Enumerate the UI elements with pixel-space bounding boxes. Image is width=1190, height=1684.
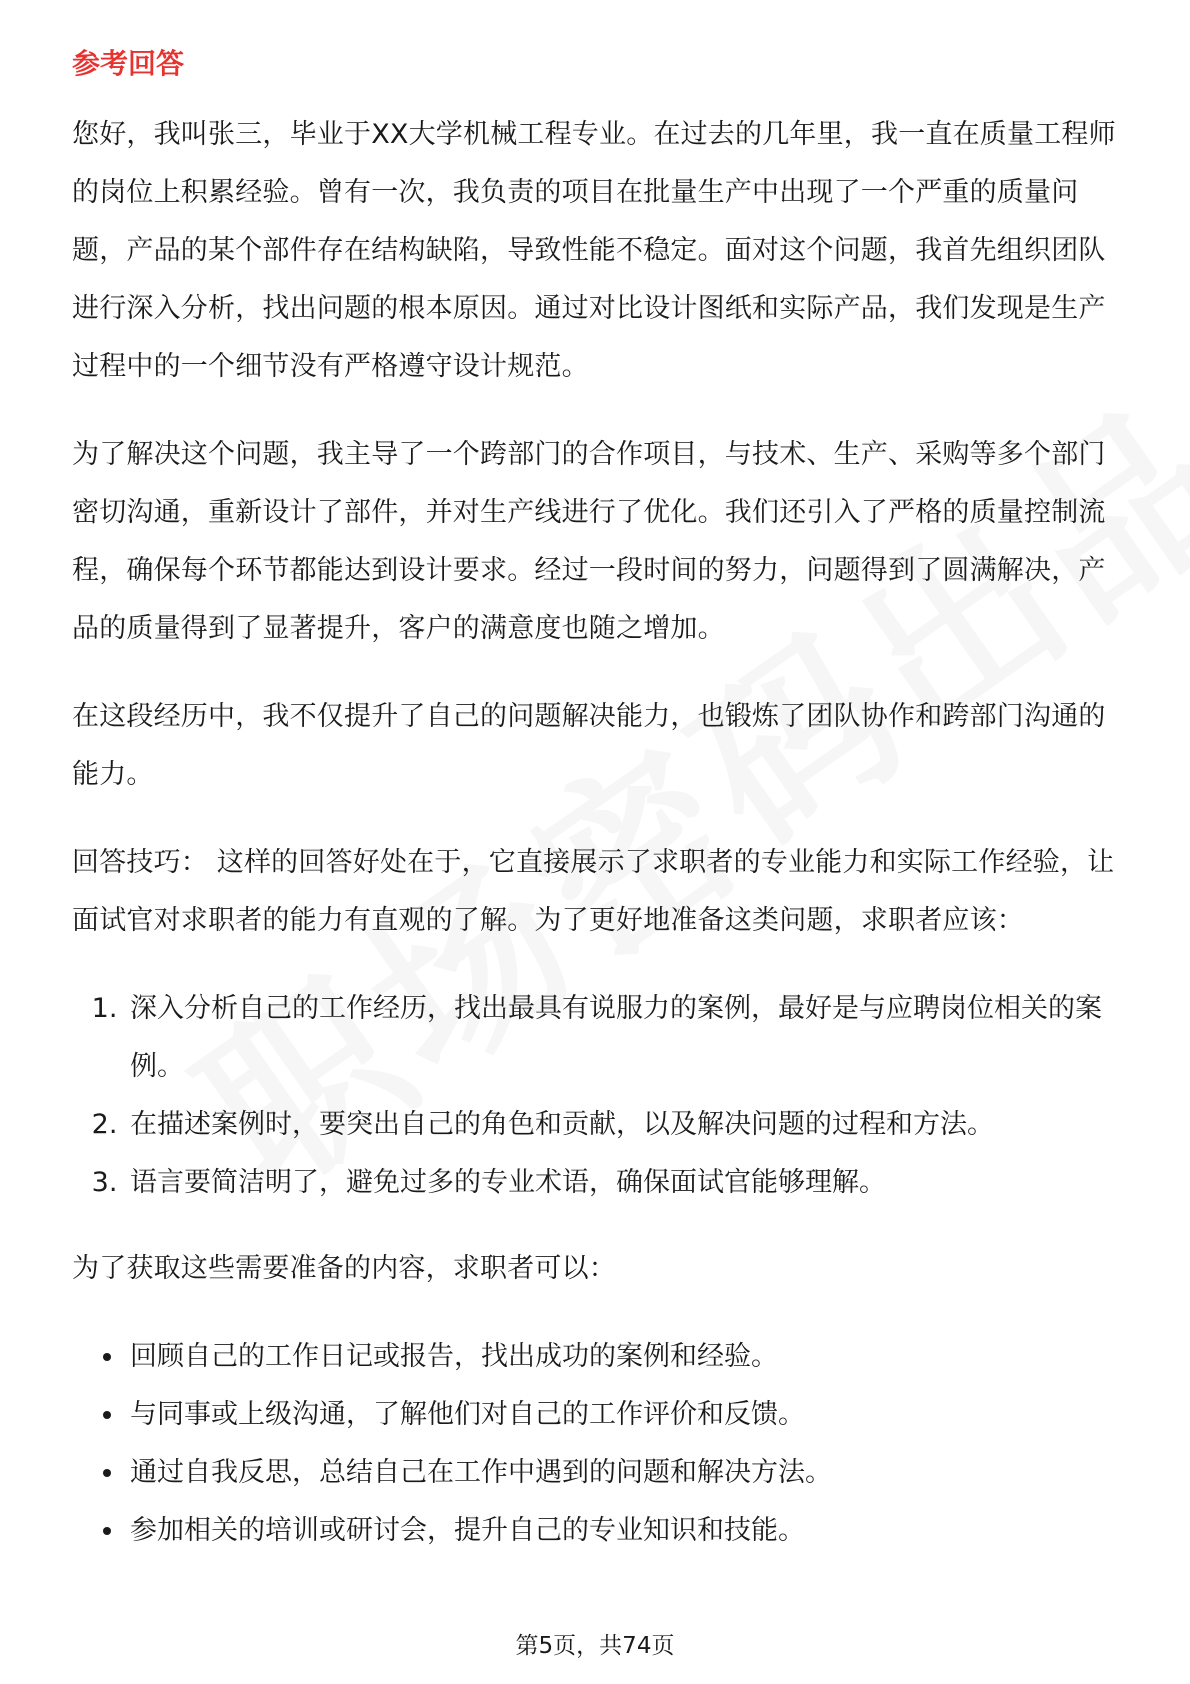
answer-paragraph-2: 为了解决这个问题，我主导了一个跨部门的合作项目，与技术、生产、采购等多个部门密切沟通，重新设计了部件，并对生产线进行了优化。我们还引入了严格的质量控制流程，确保每个环节都能达到设计要求。经过一段时间的努力，问题得到了圆满解决，产品的质量得到了显著提升，客户的满意度也随之增加。 (72, 439, 1106, 644)
list-item: • 与同事或上级沟通，了解他们对自己的工作评价和反馈。 (126, 1386, 1128, 1444)
preparation-steps-list (72, 980, 1128, 1212)
prep-intro-paragraph: 为了获取这些需要准备的内容，求职者可以： (72, 1253, 616, 1284)
list-item: 3. 语言要简洁明了，避免过多的专业术语，确保面试官能够理解。 (126, 1154, 1128, 1212)
section-title: 参考回答 (72, 47, 185, 80)
tips-bullet-list (72, 1328, 1128, 1560)
list-item: • 回顾自己的工作日记或报告，找出成功的案例和经验。 (126, 1328, 1128, 1386)
answer-paragraph-3: 在这段经历中，我不仅提升了自己的问题解决能力，也锻炼了团队协作和跨部门沟通的能力。 (72, 701, 1106, 790)
answer-tips-paragraph: 回答技巧： 这样的回答好处在于，它直接展示了求职者的专业能力和实际工作经验，让面试官对求职者的能力有直观的了解。为了更好地准备这类问题，求职者应该： (72, 847, 1115, 936)
list-item: • 参加相关的培训或研讨会，提升自己的专业知识和技能。 (126, 1502, 1128, 1560)
list-item: • 通过自我反思，总结自己在工作中遇到的问题和解决方法。 (126, 1444, 1128, 1502)
list-item: 2. 在描述案例时，要突出自己的角色和贡献，以及解决问题的过程和方法。 (126, 1096, 1128, 1154)
page-content (72, 44, 1128, 1560)
list-item: 1. 深入分析自己的工作经历，找出最具有说服力的案例，最好是与应聘岗位相关的案例。 (126, 980, 1128, 1096)
answer-paragraph-1: 您好，我叫张三，毕业于XX大学机械工程专业。在过去的几年里，我一直在质量工程师的岗位上积累经验。曾有一次，我负责的项目在批量生产中出现了一个严重的质量问题，产品的某个部件存在结构缺陷，导致性能不稳定。面对这个问题，我首先组织团队进行深入分析，找出问题的根本原因。通过对比设计图纸和实际产品，我们发现是生产过程中的一个细节没有严格遵守设计规范。 (72, 119, 1116, 382)
page-number-footer: 第5页，共74页 (515, 1633, 675, 1659)
